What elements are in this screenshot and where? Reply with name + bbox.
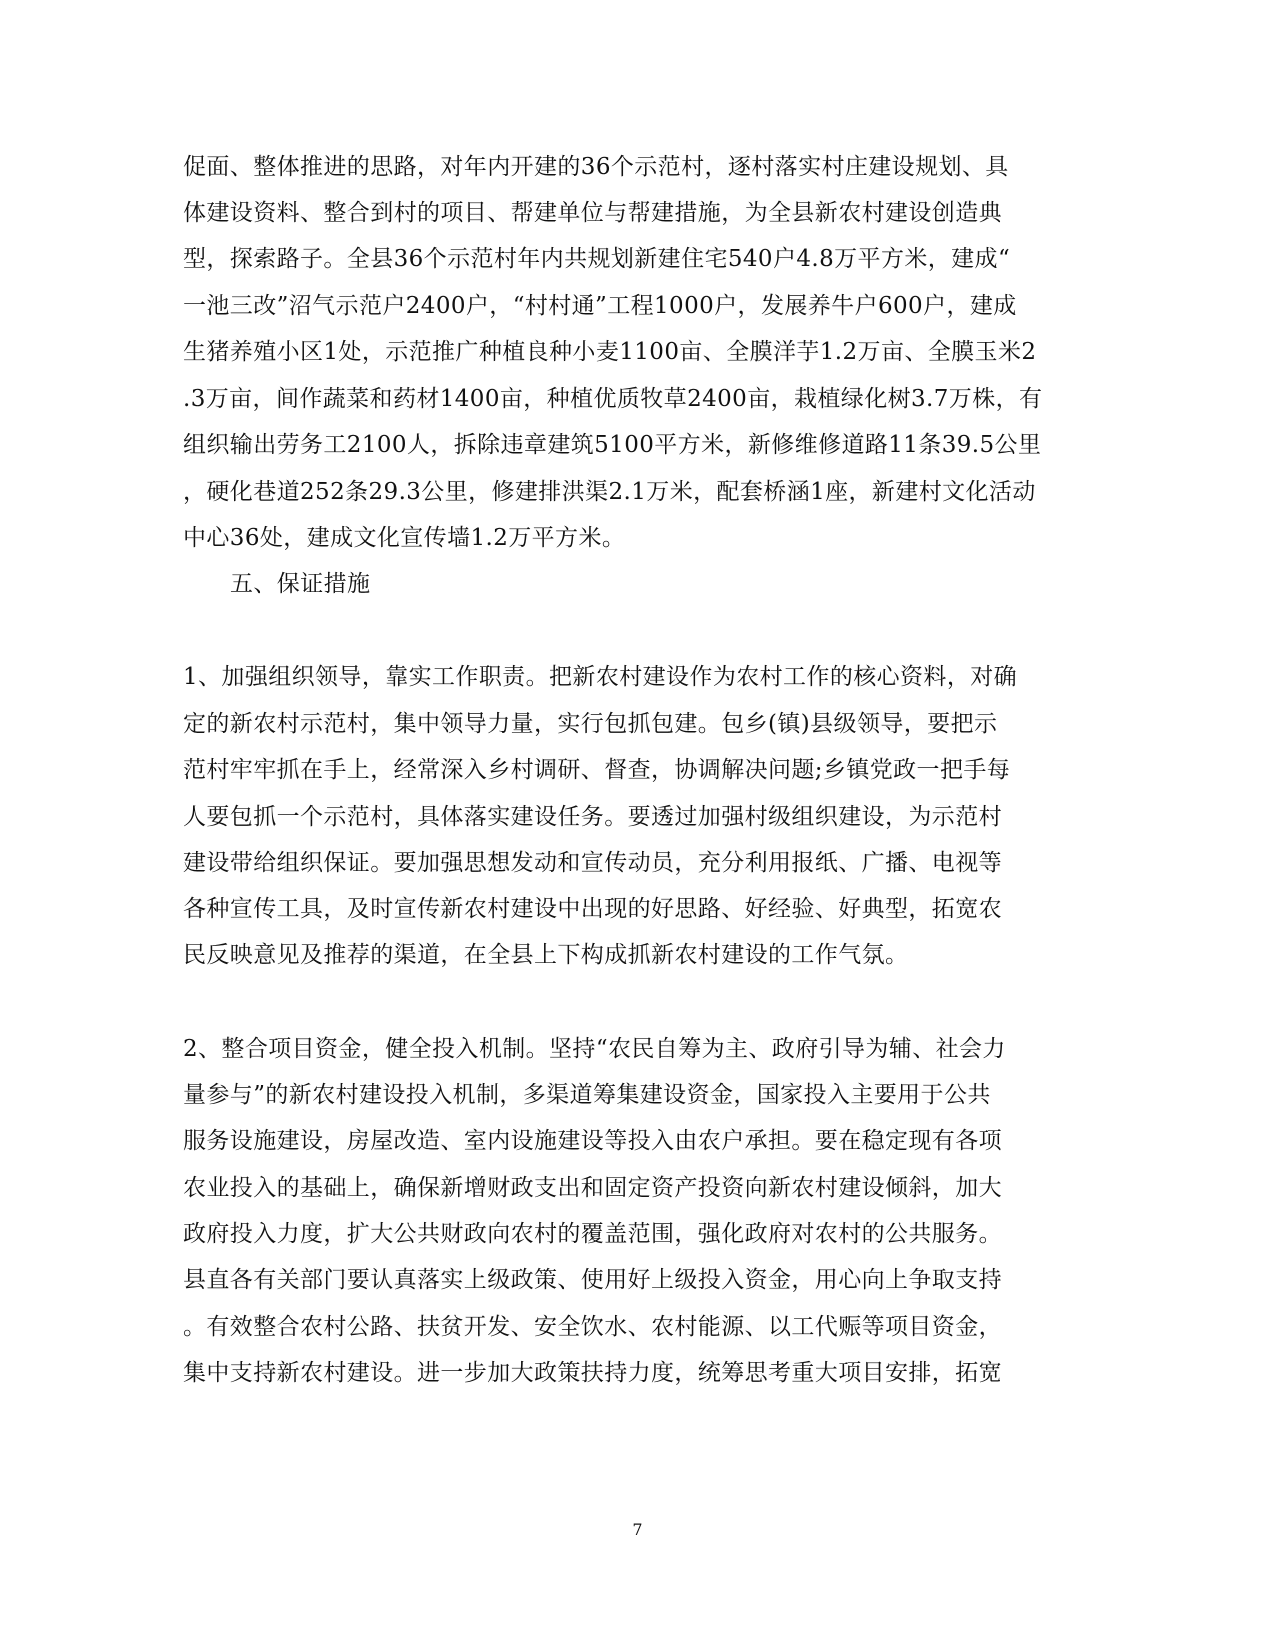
- paragraph-line: 中心36处，建成文化宣传墙1.2万平方米。: [183, 525, 626, 551]
- paragraph-line: 范村牢牢抓在手上，经常深入乡村调研、督查，协调解决问题;乡镇党政一把手每: [183, 757, 1011, 783]
- paragraph-line: 政府投入力度，扩大公共财政向农村的覆盖范围，强化政府对农村的公共服务。: [183, 1221, 1002, 1247]
- paragraph-line: .3万亩，间作蔬菜和药材1400亩，种植优质牧草2400亩，栽植绿化树3.7万株，有: [183, 386, 1043, 412]
- paragraph-line: 生猪养殖小区1处，示范推广种植良种小麦1100亩、全膜洋芋1.2万亩、全膜玉米2: [183, 339, 1037, 365]
- paragraph-line: 1、加强组织领导，靠实工作职责。把新农村建设作为农村工作的核心资料，对确: [183, 664, 1018, 690]
- paragraph-line: 。有效整合农村公路、扶贫开发、安全饮水、农村能源、以工代赈等项目资金，: [183, 1314, 1002, 1340]
- paragraph-line: 型，探索路子。全县36个示范村年内共规划新建住宅540户4.8万平方米，建成“: [183, 246, 1011, 272]
- paragraph-line: 人要包抓一个示范村，具体落实建设任务。要透过加强村级组织建设，为示范村: [183, 804, 1002, 830]
- paragraph-line: 促面、整体推进的思路，对年内开建的36个示范村，逐村落实村庄建设规划、具: [183, 154, 1009, 180]
- paragraph-line: 一池三改”沼气示范户2400户，“村村通”工程1000户，发展养牛户600户，建成: [183, 293, 1017, 319]
- paragraph-line: 组织输出劳务工2100人，拆除违章建筑5100平方米，新修维修道路11条39.5公里: [183, 432, 1042, 458]
- paragraph-line: ，硬化巷道252条29.3公里，修建排洪渠2.1万米，配套桥涵1座，新建村文化活动: [183, 479, 1036, 505]
- paragraph-line: 体建设资料、整合到村的项目、帮建单位与帮建措施，为全县新农村建设创造典: [183, 200, 1002, 226]
- paragraph-line: 各种宣传工具，及时宣传新农村建设中出现的好思路、好经验、好典型，拓宽农: [183, 896, 1002, 922]
- paragraph-line: 2、整合项目资金，健全投入机制。坚持“农民自筹为主、政府引导为辅、社会力: [183, 1036, 1006, 1062]
- page-number: 7: [632, 1520, 643, 1539]
- paragraph-line: 县直各有关部门要认真落实上级政策、使用好上级投入资金，用心向上争取支持: [183, 1267, 1002, 1293]
- section-heading: 五、保证措施: [230, 571, 371, 597]
- paragraph-line: 服务设施建设，房屋改造、室内设施建设等投入由农户承担。要在稳定现有各项: [183, 1128, 1002, 1154]
- paragraph-line: 集中支持新农村建设。进一步加大政策扶持力度，统筹思考重大项目安排，拓宽: [183, 1360, 1002, 1386]
- paragraph-line: 定的新农村示范村，集中领导力量，实行包抓包建。包乡(镇)县级领导，要把示: [183, 711, 998, 737]
- paragraph-line: 农业投入的基础上，确保新增财政支出和固定资产投资向新农村建设倾斜，加大: [183, 1175, 1002, 1201]
- paragraph-line: 民反映意见及推荐的渠道，在全县上下构成抓新农村建设的工作气氛。: [183, 942, 909, 968]
- paragraph-line: 量参与”的新农村建设投入机制，多渠道筹集建设资金，国家投入主要用于公共: [183, 1082, 991, 1108]
- paragraph-line: 建设带给组织保证。要加强思想发动和宣传动员，充分利用报纸、广播、电视等: [183, 850, 1002, 876]
